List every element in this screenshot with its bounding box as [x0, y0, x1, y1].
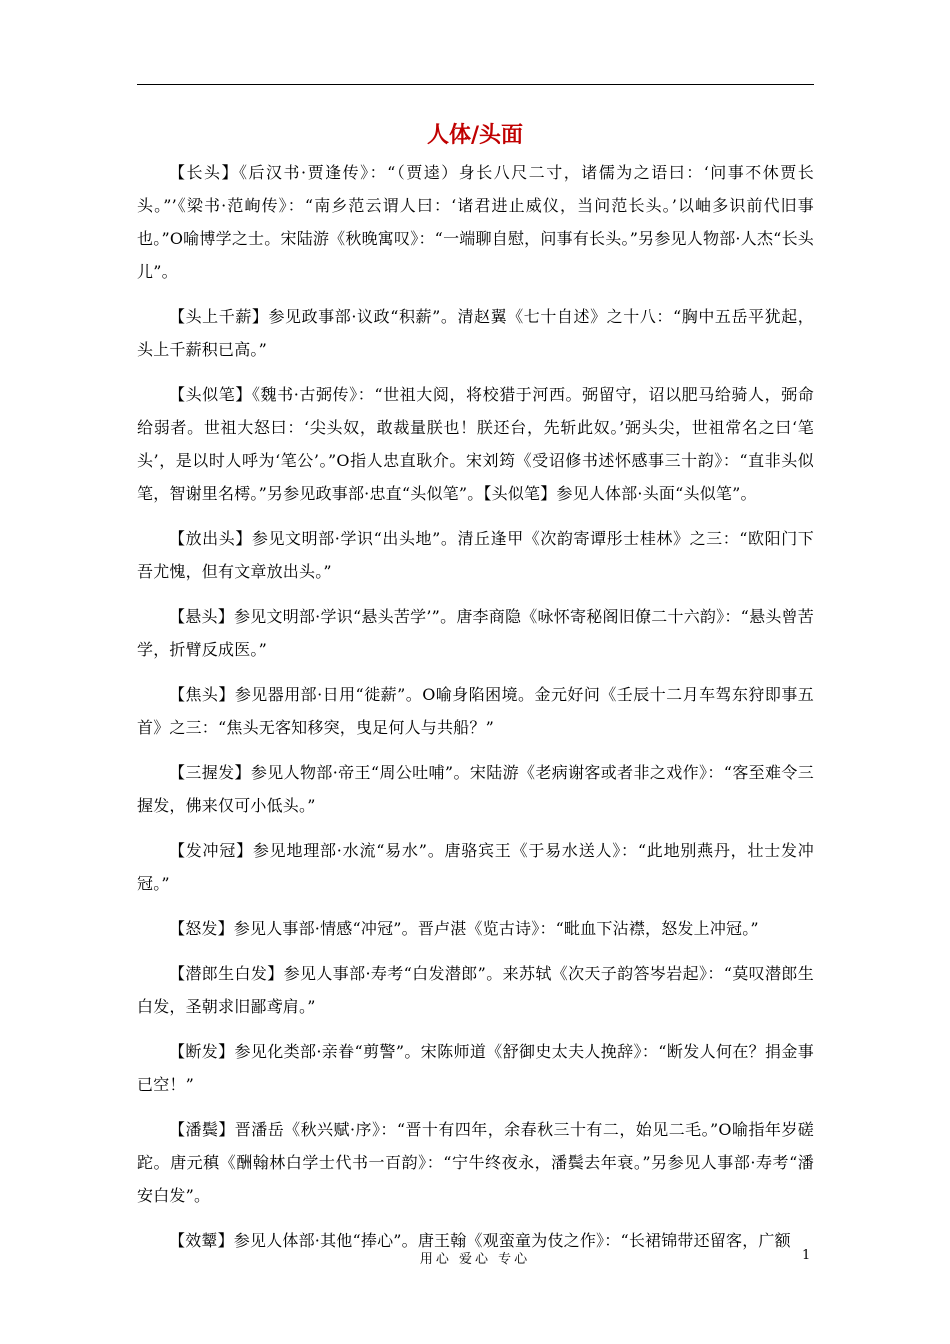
entry-paragraph: 【潘鬓】晋潘岳《秋兴赋·序》：“晋十有四年，余春秋三十有二，始见二毛。”O喻指年岁磋跎。唐元稹《酬翰林白学士代书一百韵》：“宁牛终夜永，潘鬓去年衰。”另参见人事部·寿考“潘安白发”。	[137, 1120, 814, 1205]
entry-paragraph: 【三握发】参见人物部·帝王“周公吐哺”。宋陆游《老病谢客或者非之戏作》：“客至难令三握发，佛来仅可小低头。”	[137, 763, 814, 815]
entry-paragraph: 【头上千薪】参见政事部·议政“积薪”。清赵翼《七十自述》之十八：“胸中五岳平犹起，头上千薪积已高。”	[137, 307, 814, 359]
entry-paragraph: 【焦头】参见器用部·日用“徙薪”。O喻身陷困境。金元好问《壬辰十二月车驾东狩即事五首》之三：“焦头无客知移突，曳足何人与共船？”	[137, 685, 814, 737]
header-rule	[137, 84, 814, 85]
document-body	[137, 156, 814, 1269]
entry-paragraph: 【怒发】参见人事部·情感“冲冠”。晋卢湛《览古诗》：“毗血下沾襟，怒发上冲冠。”	[169, 919, 759, 938]
entry-paragraph: 【长头】《后汉书·贾逢传》：“（贾逵）身长八尺二寸，诸儒为之语曰：‘问事不休贾长头。”’《梁书·范峋传》：“南乡范云谓人曰：‘诸君进止威仪，当问范长头。’以岫多识前代旧事也。”O喻博学之士。宋陆游《秋晚寓叹》：“一端聊自慰，问事有长头。”另参见人物部·人杰“长头儿”。	[137, 163, 814, 281]
entry-paragraph: 【头似笔】《魏书·古弼传》：“世祖大阅，将校猎于河西。弼留守，诏以肥马给骑人，弼命给弱者。世祖大怒曰：‘尖头奴，敢裁量朕也！朕还台，先斩此奴。’弼头尖，世祖常名之曰‘笔头’，是以时人呼为‘笔公’。”O指人忠直耿介。宋刘筠《受诏修书述怀感事三十韵》：“直非头似笔，智谢里名樗。”另参见政事部·忠直“头似笔”。【头似笔】参见人体部·头面“头似笔”。	[137, 385, 814, 503]
entry-paragraph: 【发冲冠】参见地理部·水流“易水”。唐骆宾王《于易水送人》：“此地别燕丹，壮士发冲冠。”	[137, 841, 814, 893]
page-number: 1	[802, 1248, 811, 1263]
footer-motto: 用心 爱心 专心	[419, 1252, 531, 1267]
entry-paragraph: 【放出头】参见文明部·学识“出头地”。清丘逢甲《次韵寄谭彤士桂林》之三：“欧阳门下吾尤愧，但有文章放出头。”	[137, 529, 814, 581]
entry-paragraph: 【断发】参见化类部·亲眷“剪警”。宋陈师道《舒御史太夫人挽辞》：“断发人何在？捐金事已空！”	[137, 1042, 814, 1094]
entry-paragraph: 【悬头】参见文明部·学识“悬头苦学’”。唐李商隐《咏怀寄秘阁旧僚二十六韵》：“悬头曾苦学，折臂反成医。”	[137, 607, 814, 659]
page-title: 人体/头面	[426, 122, 524, 148]
entry-paragraph: 【效颦】参见人体部·其他“捧心”。唐王翰《观蛮童为伎之作》：“长裙锦带还留客，广额	[169, 1231, 791, 1250]
entry-paragraph: 【潜郎生白发】参见人事部·寿考“白发潜郎”。来苏轼《次天子韵答岑岩起》：“莫叹潜郎生白发，圣朝求旧鄙鸢肩。”	[137, 964, 814, 1016]
